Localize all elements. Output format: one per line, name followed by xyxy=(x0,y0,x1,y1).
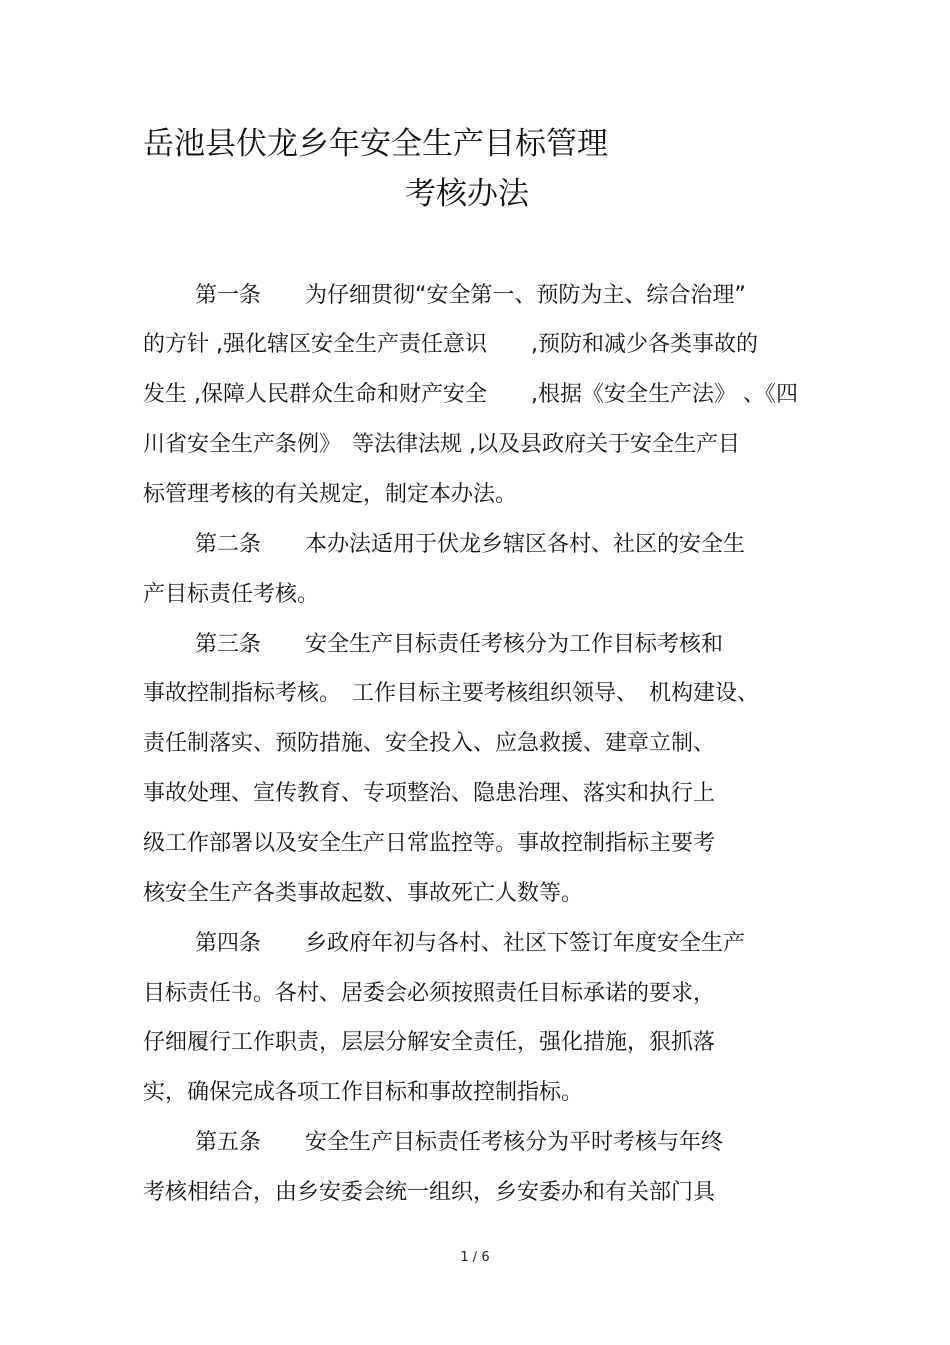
article-4-line-1: 第四条 乡政府年初与各村、社区下签订年度安全生产 xyxy=(195,931,746,956)
article-1-line-5: 标管理考核的有关规定，制定本办法。 xyxy=(143,482,518,507)
article-3-line-3: 责任制落实、预防措施、安全投入、应急救援、建章立制、 xyxy=(143,731,716,756)
article-2-line-2: 产目标责任考核。 xyxy=(143,582,320,607)
article-1-line-4: 川省安全生产条例》 等法律法规 ,以及县政府关于安全生产目 xyxy=(143,432,740,457)
document-title-line-2: 考核办法 xyxy=(405,176,529,212)
article-3-line-4: 事故处理、宣传教育、专项整治、隐患治理、落实和执行上 xyxy=(143,781,716,806)
article-1-line-1: 第一条 为仔细贯彻“安全第一、预防为主、综合治理” xyxy=(195,283,746,308)
page-number: 1 / 6 xyxy=(460,1250,490,1265)
article-1-line-3: 发生 ,保障人民群众生命和财产安全 ,根据《安全生产法》 、《四 xyxy=(143,382,798,407)
article-3-line-1: 第三条 安全生产目标责任考核分为工作目标考核和 xyxy=(195,632,724,657)
article-4-line-4: 实，确保完成各项工作目标和事故控制指标。 xyxy=(143,1080,584,1105)
article-4-line-3: 仔细履行工作职责，层层分解安全责任，强化措施，狠抓落 xyxy=(143,1030,716,1055)
article-4-line-2: 目标责任书。各村、居委会必须按照责任目标承诺的要求， xyxy=(143,981,716,1006)
article-3-line-5: 级工作部署以及安全生产日常监控等。事故控制指标主要考 xyxy=(143,831,716,856)
article-3-line-2: 事故控制指标考核。 工作目标主要考核组织领导、 机构建设、 xyxy=(143,681,760,706)
article-3-line-6: 核安全生产各类事故起数、事故死亡人数等。 xyxy=(143,881,584,906)
article-2-line-1: 第二条 本办法适用于伏龙乡辖区各村、社区的安全生 xyxy=(195,532,746,557)
article-1-line-2: 的方针 ,强化辖区安全生产责任意识 ,预防和减少各类事故的 xyxy=(143,332,758,357)
article-5-line-2: 考核相结合，由乡安委会统一组织，乡安委办和有关部门具 xyxy=(143,1180,716,1205)
document-title-line-1: 岳池县伏龙乡年安全生产目标管理 xyxy=(143,126,608,162)
article-5-line-1: 第五条 安全生产目标责任考核分为平时考核与年终 xyxy=(195,1130,724,1155)
